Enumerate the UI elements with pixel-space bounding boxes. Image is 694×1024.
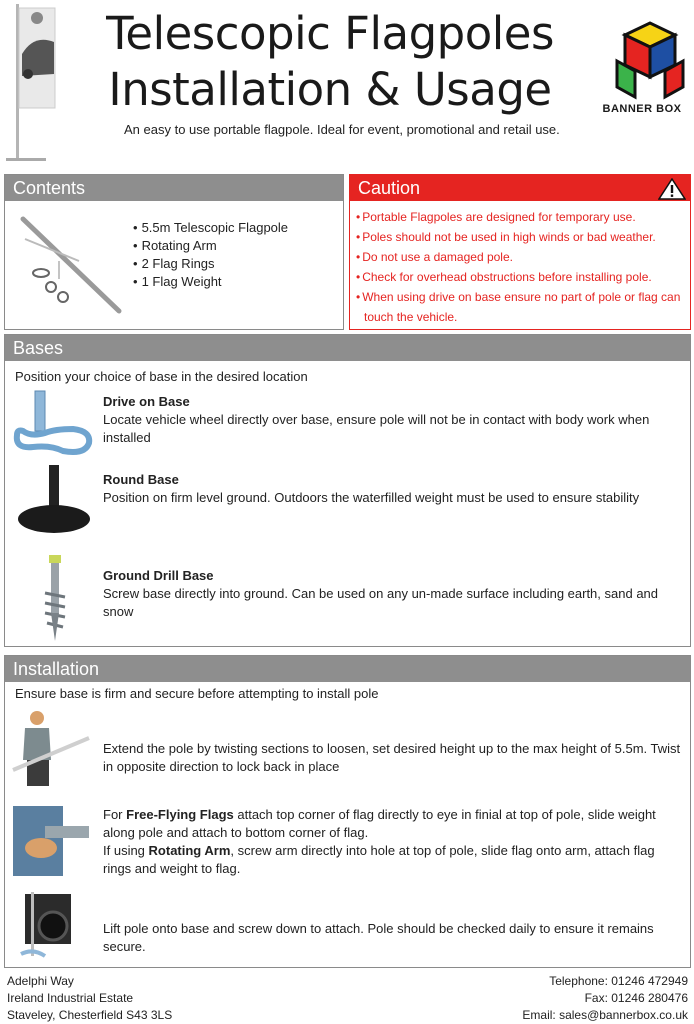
- contents-list: [133, 219, 288, 291]
- logo-text: BANNER BOX: [602, 103, 682, 115]
- page-title: [100, 6, 560, 118]
- base-description: Position on firm level ground. Outdoors the waterfilled weight must be used to ensure stability: [103, 490, 640, 505]
- base-item-ground-drill: [103, 567, 683, 621]
- step-bold-text: Rotating Arm: [148, 843, 231, 858]
- fax: Fax: 01246 280476: [584, 991, 688, 1005]
- title-line-1: Telescopic Flagpoles: [106, 7, 554, 60]
- header: [0, 0, 694, 165]
- base-item-drive-on: [103, 393, 683, 447]
- bases-panel: [4, 334, 691, 647]
- attaching-rotating-arm-icon: [11, 802, 91, 880]
- caution-list: [356, 207, 690, 327]
- person-extending-pole-icon: [11, 708, 91, 788]
- address-line: Adelphi Way: [7, 974, 74, 988]
- round-base-icon: [15, 463, 95, 535]
- base-description: Screw base directly into ground. Can be used on any un-made surface including earth, sand and snow: [103, 586, 659, 619]
- contact-block: [522, 973, 688, 1024]
- flagpole-kit-illustration: [19, 213, 129, 319]
- installation-intro: Ensure base is firm and secure before attempting to install pole: [15, 686, 379, 701]
- install-step-1: Extend the pole by twisting sections to loosen, set desired height up to the max height of 5.5m. Twist in opposite direction to lock back in place: [103, 741, 681, 774]
- footer: [0, 972, 694, 1024]
- address-block: [7, 973, 172, 1024]
- warning-icon: [658, 178, 686, 200]
- contents-heading: Contents: [5, 175, 343, 201]
- list-item: • Portable Flagpoles are designed for temporary use.: [356, 207, 690, 227]
- list-item: • 5.5m Telescopic Flagpole: [133, 219, 288, 237]
- address-line: Ireland Industrial Estate: [7, 991, 134, 1005]
- title-line-2: Installation & Usage: [108, 63, 552, 116]
- step-bold-text: Free-Flying Flags: [126, 807, 234, 822]
- base-item-round: [103, 471, 683, 507]
- pole-on-car-base-icon: [17, 892, 73, 962]
- list-item: • Check for overhead obstructions before installing pole.: [356, 267, 690, 287]
- list-item: • When using drive on base ensure no part of pole or flag can touch the vehicle.: [356, 287, 690, 327]
- caution-panel: [349, 174, 691, 330]
- base-title: Drive on Base: [103, 394, 190, 409]
- step-text: , screw arm directly into hole at top of pole, slide flag onto arm, attach flag rings and weight to flag.: [103, 843, 655, 876]
- list-item: • 1 Flag Weight: [133, 273, 288, 291]
- email: Email: sales@bannerbox.co.uk: [522, 1008, 688, 1022]
- caution-heading-label: Caution: [358, 178, 421, 198]
- list-item: • Poles should not be used in high winds or bad weather.: [356, 227, 690, 247]
- installation-panel: [4, 655, 691, 968]
- list-item: • 2 Flag Rings: [133, 255, 288, 273]
- list-item: • Rotating Arm: [133, 237, 288, 255]
- telephone: Telephone: 01246 472949: [549, 974, 688, 988]
- flagpole-banner-illustration: [4, 4, 64, 162]
- page-subtitle: An easy to use portable flagpole. Ideal for event, promotional and retail use.: [124, 122, 560, 137]
- list-item: • Do not use a damaged pole.: [356, 247, 690, 267]
- step-text: For: [103, 807, 127, 822]
- base-title: Ground Drill Base: [103, 568, 214, 583]
- ground-drill-base-icon: [37, 553, 73, 643]
- base-title: Round Base: [103, 472, 179, 487]
- address-line: Staveley, Chesterfield S43 3LS: [7, 1008, 173, 1022]
- installation-heading: Installation: [5, 656, 690, 682]
- base-description: Locate vehicle wheel directly over base, ensure pole will not be in contact with body work when installed: [103, 412, 650, 445]
- bases-heading: Bases: [5, 335, 690, 361]
- drive-on-base-icon: [11, 389, 95, 459]
- bases-intro: Position your choice of base in the desired location: [15, 369, 308, 384]
- step-text: attach top corner of flag directly to eye in finial at top of pole, slide weight along pole and attach to bottom corner of flag.: [103, 807, 656, 840]
- contents-panel: [4, 174, 344, 330]
- step-text: If using: [103, 843, 149, 858]
- install-step-2: [103, 806, 683, 878]
- install-step-3: Lift pole onto base and screw down to attach. Pole should be checked daily to ensure it remains secure.: [103, 921, 654, 954]
- caution-heading: [350, 175, 690, 201]
